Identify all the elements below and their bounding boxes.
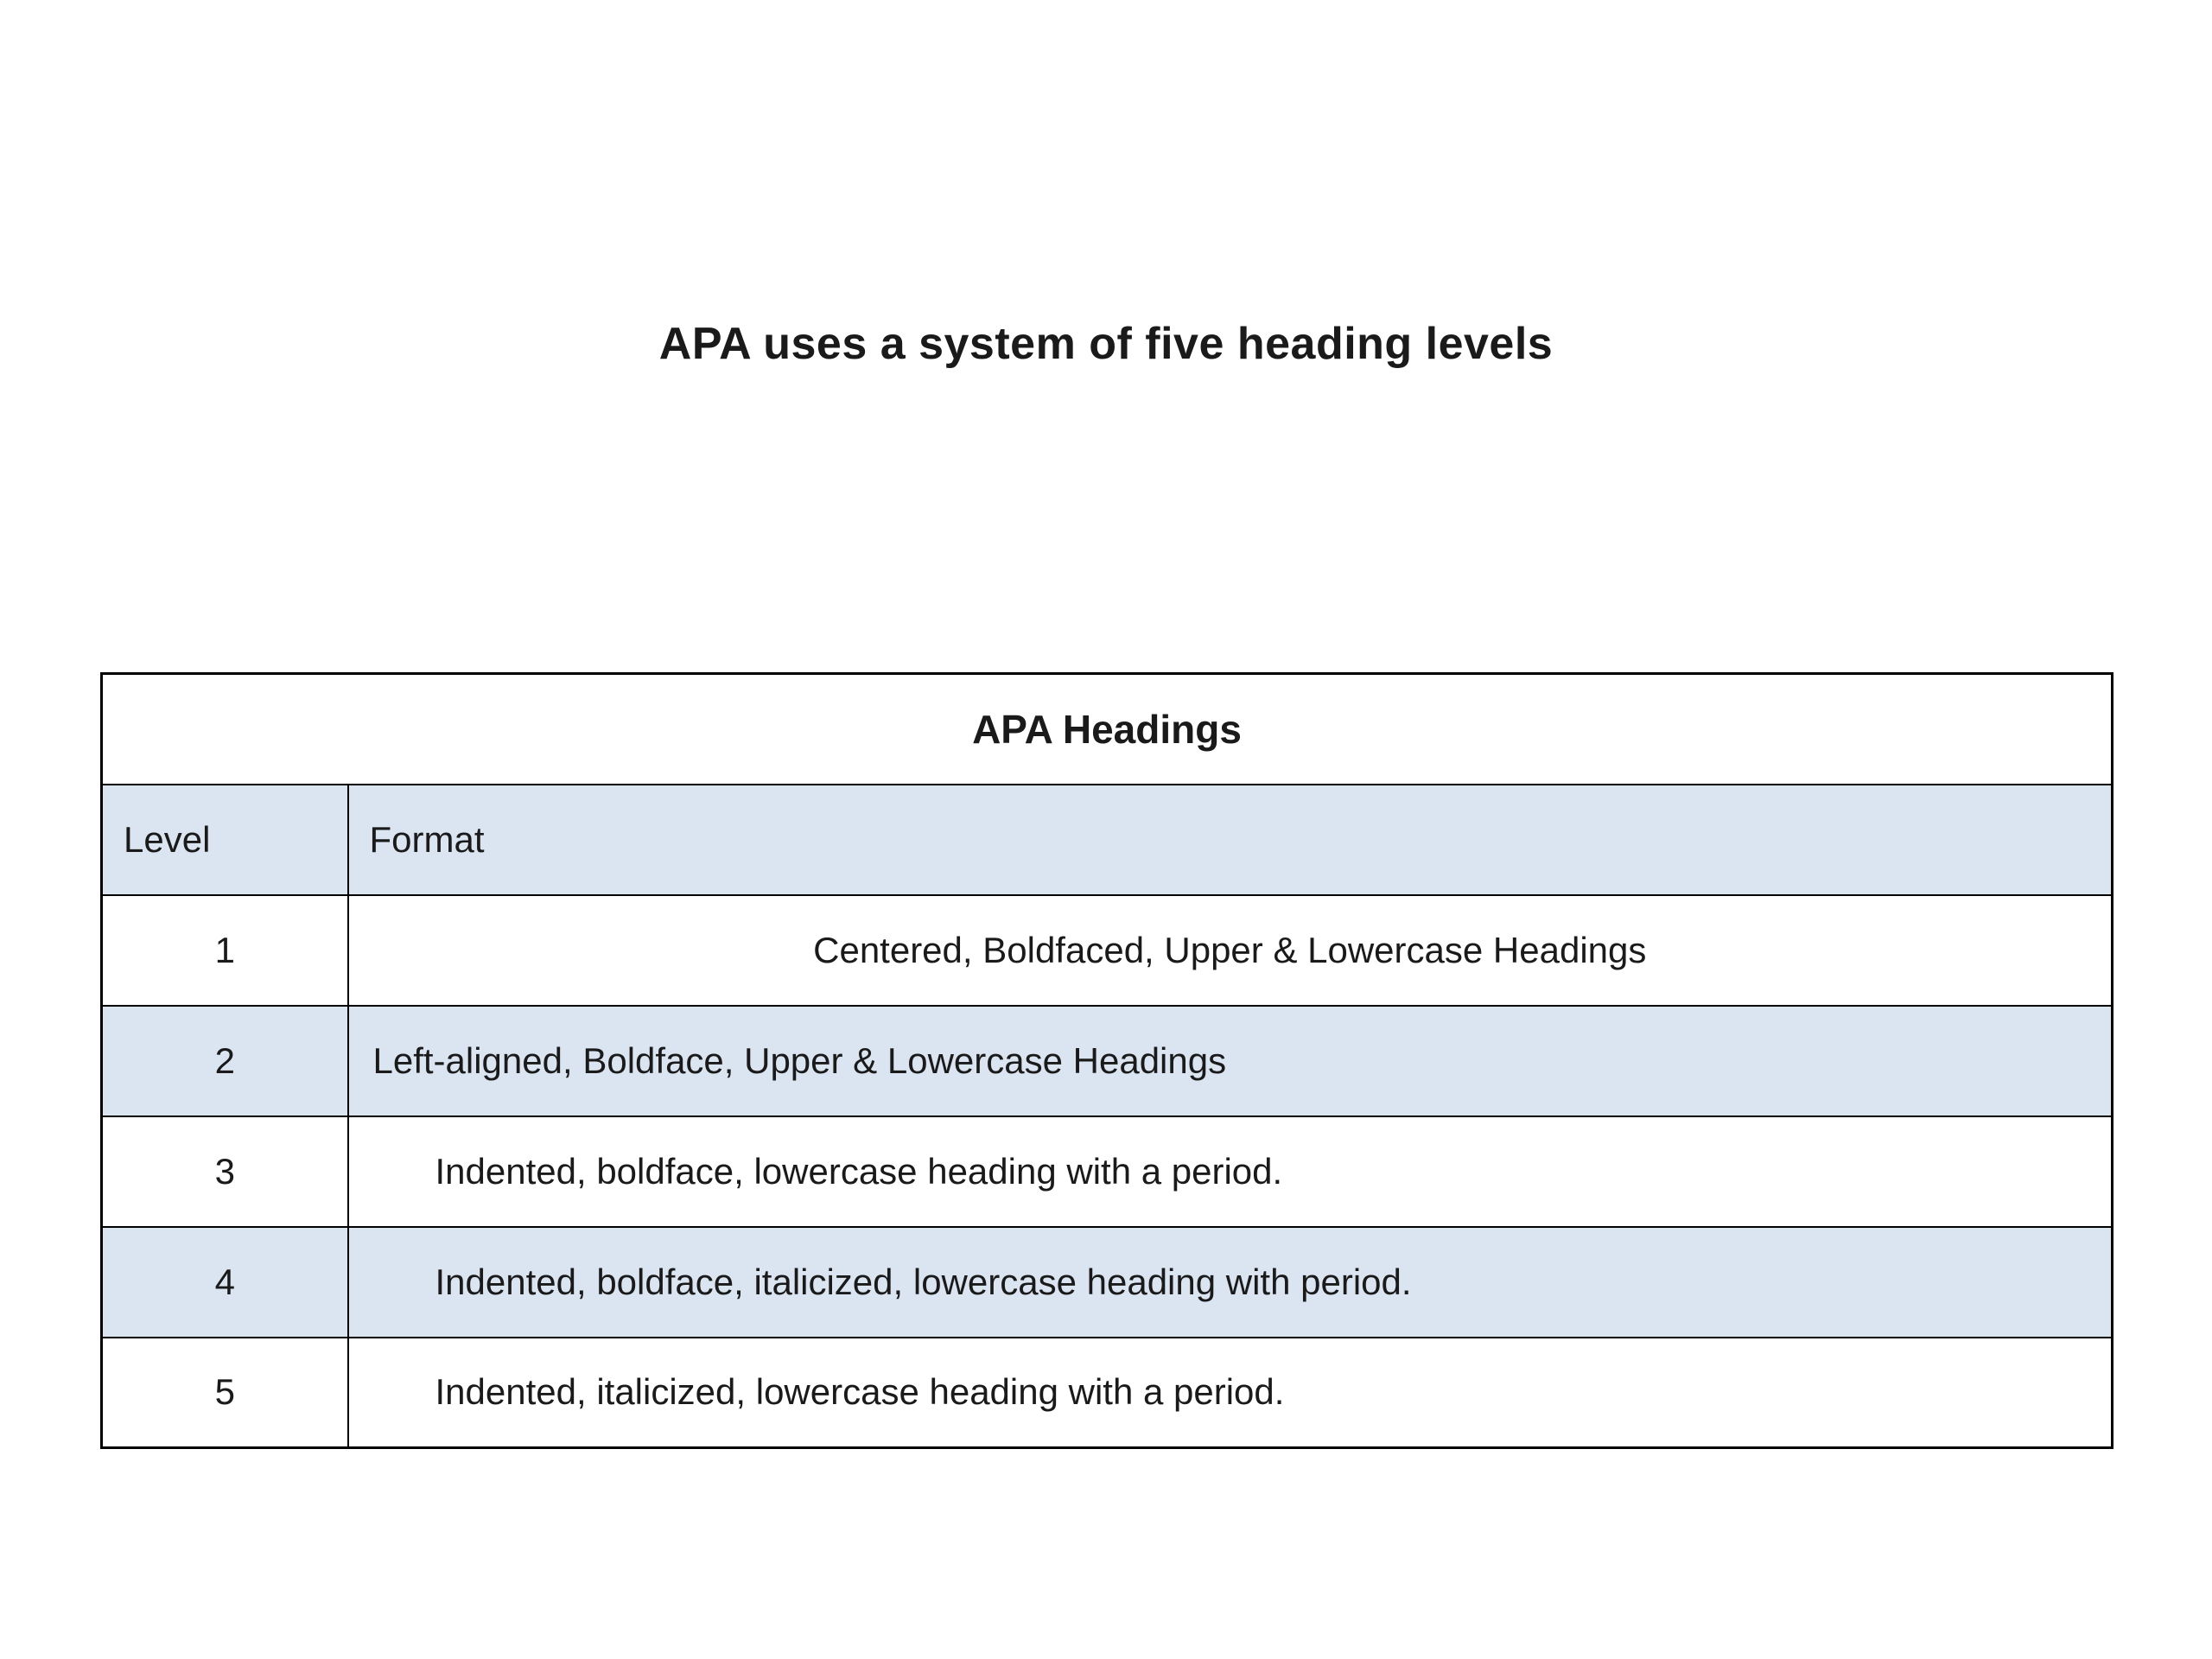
table-row-level-3: [102, 1116, 2113, 1227]
table-row-level-4: [102, 1227, 2113, 1338]
table-header-row: [102, 785, 2113, 895]
format-cell: Indented, italicized, lowercase heading with a period.: [348, 1338, 2113, 1448]
level-cell: 5: [102, 1338, 348, 1448]
column-header-format: Format: [348, 785, 2113, 895]
page-title: APA uses a system of five heading levels: [658, 319, 1554, 369]
table-title: APA Headings: [102, 674, 2113, 785]
format-cell: Left-aligned, Boldface, Upper & Lowercase Headings: [348, 1006, 2113, 1116]
apa-headings-table: [100, 672, 2113, 1449]
level-cell: 3: [102, 1116, 348, 1227]
level-cell: 4: [102, 1227, 348, 1338]
format-cell: Indented, boldface, lowercase heading with a period.: [348, 1116, 2113, 1227]
table-row-level-2: [102, 1006, 2113, 1116]
level-cell: 2: [102, 1006, 348, 1116]
column-header-level: Level: [102, 785, 348, 895]
table-row-level-1: [102, 895, 2113, 1006]
format-cell: Indented, boldface, italicized, lowercase heading with period.: [348, 1227, 2113, 1338]
level-cell: 1: [102, 895, 348, 1006]
table-title-row: [102, 674, 2113, 785]
format-cell: Centered, Boldfaced, Upper & Lowercase Headings: [348, 895, 2113, 1006]
table-row-level-5: [102, 1338, 2113, 1448]
